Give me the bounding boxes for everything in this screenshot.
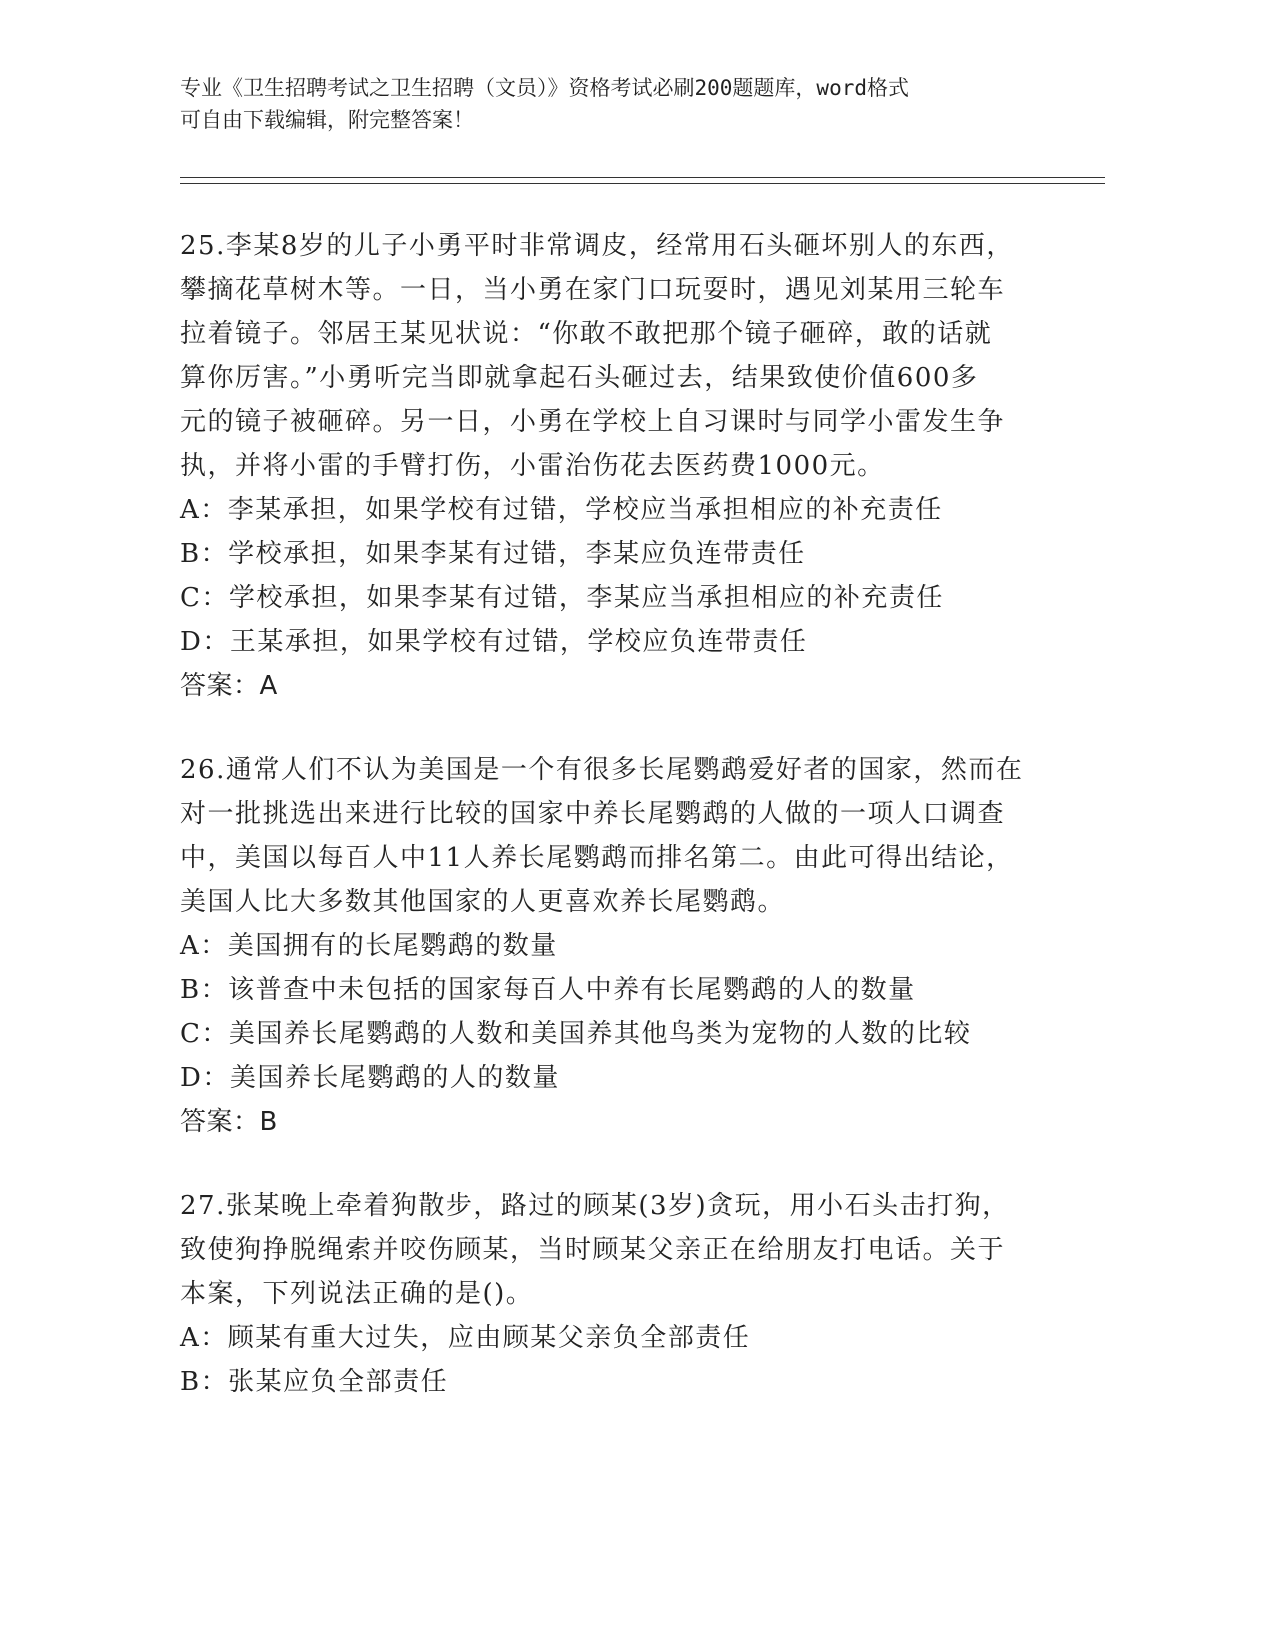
option-a: A：美国拥有的长尾鹦鹉的数量 (180, 931, 558, 961)
header-line-1: 专业《卫生招聘考试之卫生招聘（文员）》资格考试必刷200题题库，word格式 (180, 76, 909, 100)
header-line-2: 可自由下载编辑，附完整答案！ (180, 108, 474, 132)
question-26 (180, 748, 1040, 1144)
question-text-line: 本案，下列说法正确的是()。 (180, 1279, 534, 1309)
option-d: D：美国养长尾鹦鹉的人的数量 (180, 1063, 560, 1093)
question-text-line: 算你厉害。”小勇听完当即就拿起石头砸过去，结果致使价值600多 (180, 363, 979, 393)
question-text-line: 中，美国以每百人中11人养长尾鹦鹉而排名第二。由此可得出结论， (180, 843, 1014, 873)
option-c: C：学校承担，如果李某有过错，李某应当承担相应的补充责任 (180, 583, 944, 613)
option-d: D：王某承担，如果学校有过错，学校应负连带责任 (180, 627, 808, 657)
question-text-line: 致使狗挣脱绳索并咬伤顾某，当时顾某父亲正在给朋友打电话。关于 (180, 1235, 1006, 1265)
option-c: C：美国养长尾鹦鹉的人数和美国养其他鸟类为宠物的人数的比较 (180, 1019, 972, 1049)
option-b: B：该普查中未包括的国家每百人中养有长尾鹦鹉的人的数量 (180, 975, 916, 1005)
question-text-line: 拉着镜子。邻居王某见状说：“你敢不敢把那个镜子砸碎，敢的话就 (180, 319, 993, 349)
question-27 (180, 1184, 1040, 1404)
document-header (180, 72, 1080, 136)
option-b: B：学校承担，如果李某有过错，李某应负连带责任 (180, 539, 806, 569)
header-divider (180, 177, 1105, 184)
question-text-line: 美国人比大多数其他国家的人更喜欢养长尾鹦鹉。 (180, 887, 786, 917)
question-text-line: 执，并将小雷的手臂打伤，小雷治伤花去医药费1000元。 (180, 451, 885, 481)
question-text-line: 27.张某晚上牵着狗散步，路过的顾某(3岁)贪玩，用小石头击打狗， (180, 1191, 1010, 1221)
option-b: B：张某应负全部责任 (180, 1367, 449, 1397)
question-text-line: 元的镜子被砸碎。另一日，小勇在学校上自习课时与同学小雷发生争 (180, 407, 1006, 437)
question-text-line: 25.李某8岁的儿子小勇平时非常调皮，经常用石头砸坏别人的东西， (180, 231, 1014, 261)
question-text-line: 攀摘花草树木等。一日，当小勇在家门口玩耍时，遇见刘某用三轮车 (180, 275, 1006, 305)
option-a: A：顾某有重大过失，应由顾某父亲负全部责任 (180, 1323, 751, 1353)
question-text-line: 26.通常人们不认为美国是一个有很多长尾鹦鹉爱好者的国家，然而在 (180, 755, 1024, 785)
question-25 (180, 224, 1040, 708)
question-text-line: 对一批挑选出来进行比较的国家中养长尾鹦鹉的人做的一项人口调查 (180, 799, 1006, 829)
answer-label: 答案：B (180, 1107, 278, 1137)
option-a: A：李某承担，如果学校有过错，学校应当承担相应的补充责任 (180, 495, 943, 525)
answer-label: 答案：A (180, 671, 278, 701)
